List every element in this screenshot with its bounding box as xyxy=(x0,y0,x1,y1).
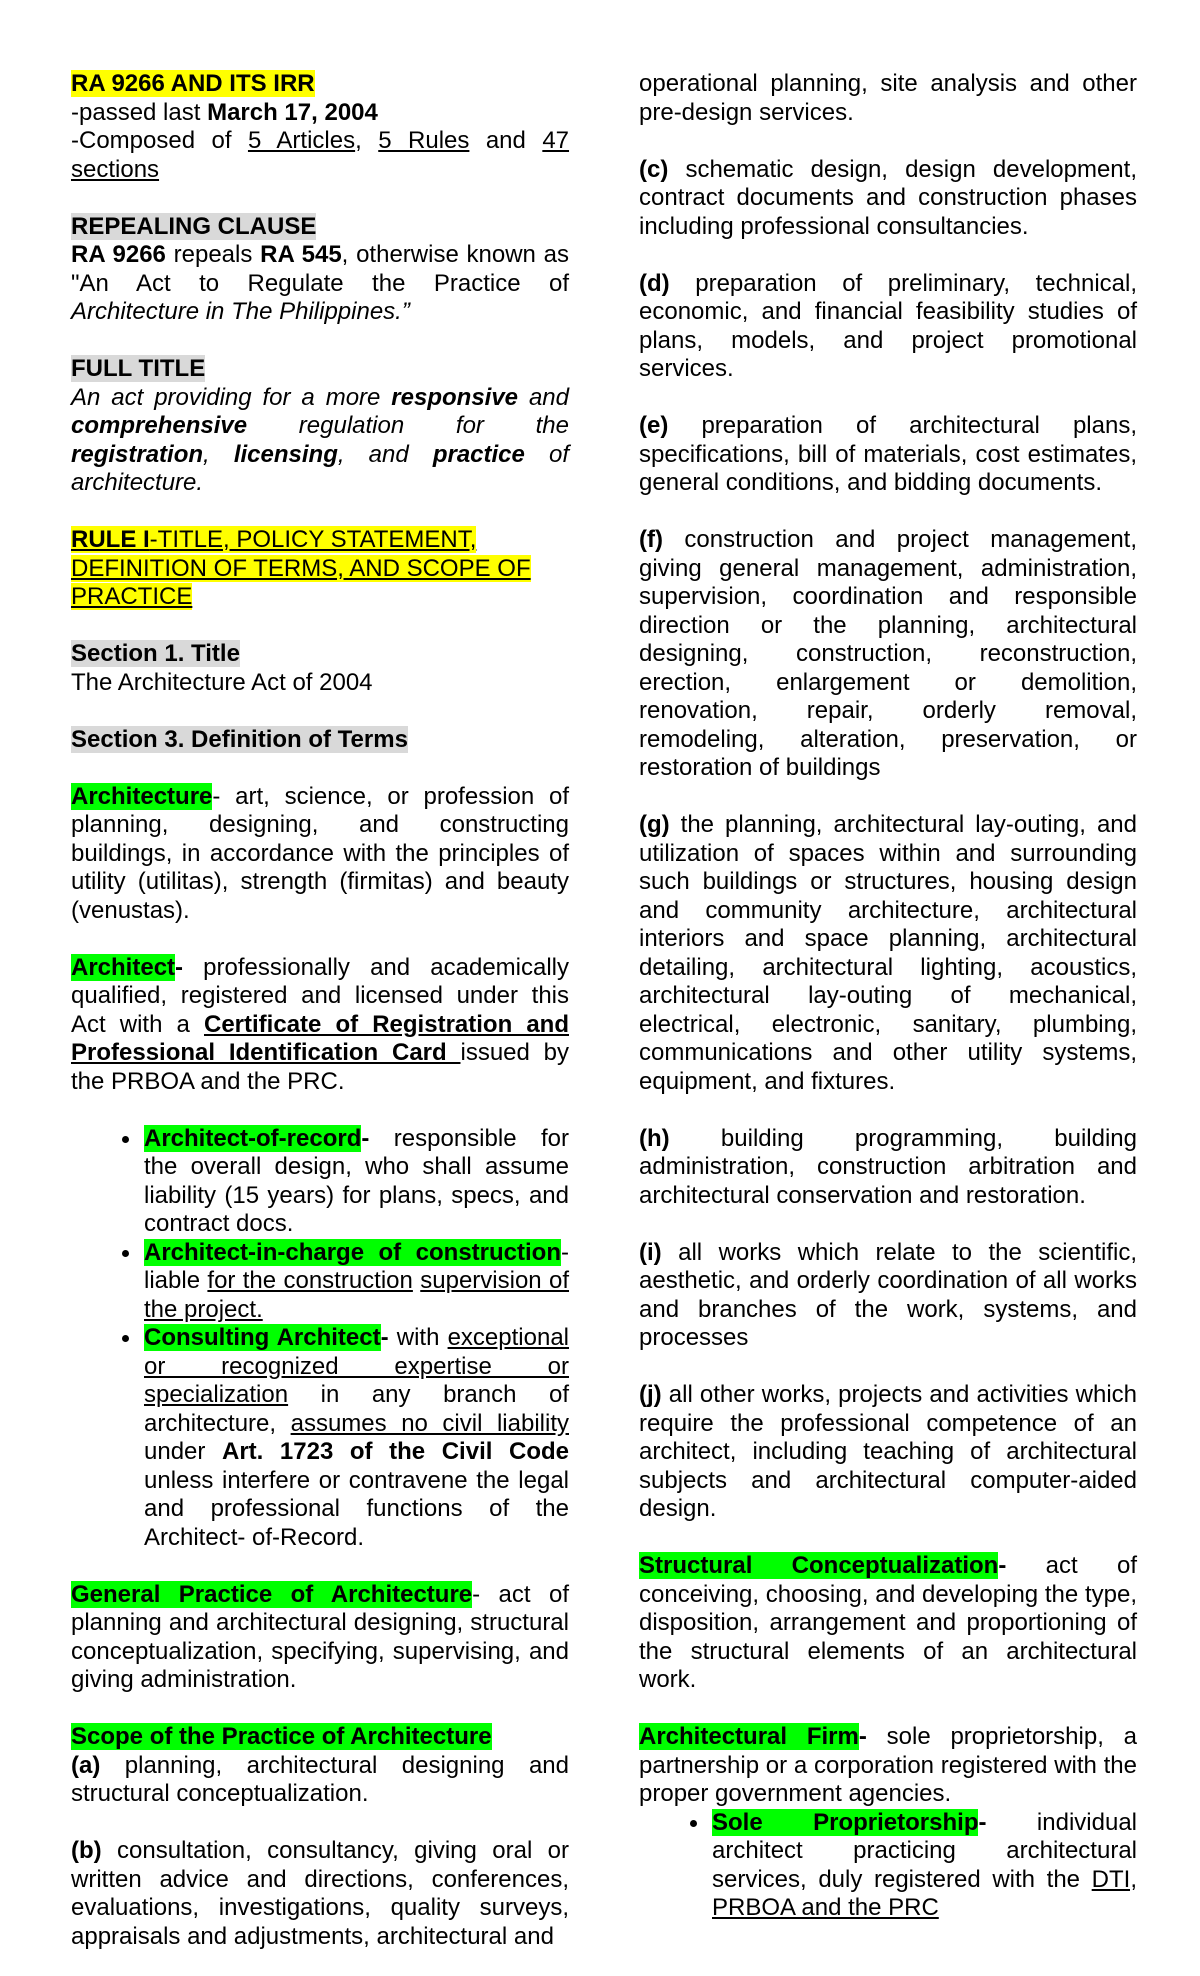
section-1-text: The Architecture Act of 2004 xyxy=(71,668,373,696)
composed-line: -Composed of 5 Articles, 5 Rules and 47 sections xyxy=(71,127,570,183)
scope-item-b: (b) consultation, consultancy, giving oral or written advice and directions, conferences, evaluations, investigations, quality surveys, appraisals and adjustments, architectural and xyxy=(71,1837,569,1950)
repealing-text: RA 9266 repeals RA 545, otherwise known as "An Act to Regulate the Practice of Architecture in The Philippines.” xyxy=(71,241,569,325)
passed-line: -passed last March 17, 2004 xyxy=(71,98,378,126)
structural-conceptualization-definition: Structural Conceptualization- act of conceiving, choosing, and developing the type, disposition, arrangement and proportioning of the structural elements of an architectural work. xyxy=(639,1552,1137,1693)
right-column xyxy=(639,70,1137,1923)
scope-item-j: (j) all other works, projects and activities which require the professional competence of an architect, including teaching of architectural subjects and architectural computer-aided design. xyxy=(639,1381,1137,1522)
full-title-heading: FULL TITLE xyxy=(71,355,206,382)
scope-heading: Scope of the Practice of Architecture xyxy=(71,1723,492,1750)
list-item: • Sole Proprietorship- individual architect practicing architectural services, duly registered with the DTI, PRBOA and the PRC xyxy=(710,1809,1137,1923)
scope-item-i: (i) all works which relate to the scientific, aesthetic, and orderly coordination of all works and branches of the work, systems, and processes xyxy=(639,1238,1137,1351)
architectural-firm-definition: Architectural Firm- sole proprietorship, a partnership or a corporation registered with the proper government agencies. xyxy=(639,1723,1137,1807)
list-item: • Architect-of-record- responsible for the overall design, who shall assume liability (15 years) for plans, specs, and contract docs. xyxy=(142,1125,569,1239)
architecture-definition: Architecture- art, science, or profession of planning, designing, and constructing buildings, in accordance with the principles of utility (utilitas), strength (firmitas) and beauty (venustas). xyxy=(71,782,569,924)
scope-item-h: (h) building programming, building administration, construction arbitration and architectural conservation and restoration. xyxy=(639,1124,1137,1209)
ra-title: RA 9266 AND ITS IRR xyxy=(71,70,315,97)
section-1-heading: Section 1. Title xyxy=(71,640,240,667)
full-title-text: An act providing for a more responsive and comprehensive regulation for the registration, licensing, and practice of architecture. xyxy=(71,383,570,496)
list-item: • Architect-in-charge of construction- liable for the construction supervision of the project. xyxy=(142,1239,569,1325)
scope-item-d: (d) preparation of preliminary, technical, economic, and financial feasibility studies of plans, models, and project promotional services. xyxy=(639,269,1137,382)
section-3-heading: Section 3. Definition of Terms xyxy=(71,725,408,753)
firm-types-list xyxy=(639,1809,1137,1923)
scope-item-c: (c) schematic design, design development, contract documents and construction phases including professional consultancies. xyxy=(639,155,1137,240)
scope-item-e: (e) preparation of architectural plans, specifications, bill of materials, cost estimates, general conditions, and bidding documents. xyxy=(639,412,1137,496)
architect-types-list xyxy=(71,1125,569,1553)
left-column xyxy=(71,70,569,1951)
list-item: • Consulting Architect- with exceptional or recognized expertise or specialization in any branch of architecture, assumes no civil liability under Art. 1723 of the Civil Code unless interfere or contravene the legal and professional functions of the Architect- of-Record. xyxy=(142,1324,569,1552)
scope-item-b-continued: operational planning, site analysis and other pre-design services. xyxy=(639,70,1137,126)
repealing-heading: REPEALING CLAUSE xyxy=(71,212,317,240)
rule-1-heading: RULE I-TITLE, POLICY STATEMENT, DEFINITION OF TERMS, AND SCOPE OF PRACTICE xyxy=(71,526,531,610)
scope-item-f: (f) construction and project management, giving general management, administration, supervision, coordination and responsible direction or the planning, architectural designing, construction, reconstruction, erection, enlargement or demolition, renovation, repair, orderly removal, remodeling, alteration, preservation, or restoration of buildings xyxy=(639,526,1137,781)
scope-item-g: (g) the planning, architectural lay-outing, and utilization of spaces within and surrounding such buildings or structures, housing design and community architecture, architectural interiors and space planning, architectural detailing, architectural lighting, acoustics, architectural lay-outing of mechanical, electrical, electronic, sanitary, plumbing, communications and other utility systems, equipment, and fixtures. xyxy=(639,811,1137,1095)
general-practice-definition: General Practice of Architecture- act of planning and architectural designing, structural conceptualization, specifying, supervising, and giving administration. xyxy=(71,1580,570,1693)
architect-definition: Architect- professionally and academically qualified, registered and licensed under this Act with a Certificate of Registration and Professional Identification Card issued by the PRBOA and the PRC. xyxy=(71,953,570,1095)
scope-item-a: (a) planning, architectural designing and structural conceptualization. xyxy=(71,1751,569,1807)
